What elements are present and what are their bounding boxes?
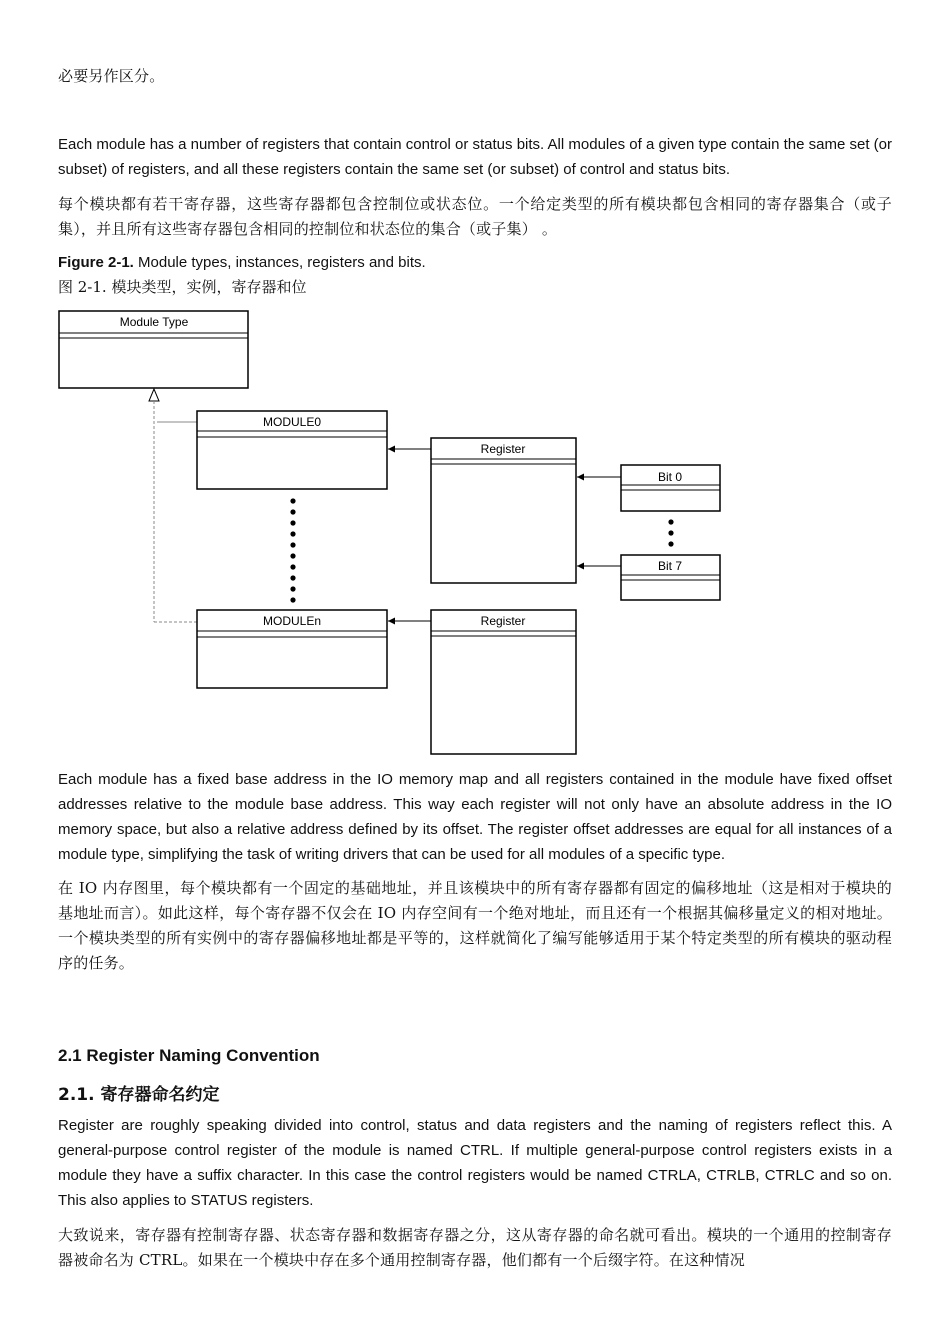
bit7-title: Bit 7 (657, 559, 683, 573)
bit-ellipsis-dots (668, 519, 673, 546)
modulen-title: MODULEn (262, 614, 322, 628)
figure-caption-en (58, 252, 426, 274)
module-diagram (0, 300, 950, 762)
bit7-box (621, 555, 720, 600)
paragraph-intro-cn: 必要另作区分。 (58, 67, 165, 85)
modulen-box (197, 610, 387, 688)
section-heading-cn: 2.1. 寄存器命名约定 (58, 1085, 220, 1105)
bit0-box (621, 465, 720, 511)
paragraph-address-en: Each module has a fixed base address in the IO memory map and all registers contained in the module have fixed offset addresses relative to the module base address. This way each register will not only have an absolute address in the IO memory space, but also a relative address defined by its offset. The register offset addresses are equal for all instances of a module type, simplifying the task of writing drivers that can be used for all modules of a specific type. (58, 771, 892, 863)
register-box-1 (431, 438, 576, 583)
inheritance-connectors (149, 389, 197, 622)
section-heading-en: 2.1 Register Naming Convention (58, 1046, 320, 1065)
paragraph-address-cn: 在 IO 内存图里，每个模块都有一个固定的基础地址，并且该模块中的所有寄存器都有固定的偏移地址（这是相对于模块的基地址而言）。如此这样，每个寄存器不仅会在 IO 内存空间有一个绝对地址，而且还有一个根据其偏移量定义的相对地址。一个模块类型的所有实例中的寄存器偏移地址都是平等的，这样就简化了编写能够适用于某个特定类型的所有模块的驱动程序的任务。 (58, 879, 892, 972)
paragraph-registers-en: Each module has a number of registers that contain control or status bits. All modules of a given type contain the same set (or subset) of registers, and all these registers contain the same set (or subset) of control and status bits. (58, 136, 892, 178)
module-type-title: Module Type (119, 315, 189, 329)
paragraph-naming-en: Register are roughly speaking divided into control, status and data registers and the naming of registers reflect this. A general-purpose control register of the module is named CTRL. If multiple general-purpose control registers exists in a module they have a suffix character. In this case the control registers would be named CTRLA, CTRLB, CTRLC and so on. This also applies to STATUS registers. (58, 1117, 892, 1209)
figure-label: Figure 2-1. (58, 254, 134, 271)
figure-caption-text: Module types, instances, registers and bits. (133, 254, 426, 271)
register-2-title: Register (480, 614, 526, 628)
register-1-title: Register (480, 442, 526, 456)
inheritance-arrowhead (149, 389, 159, 401)
module0-box (197, 411, 387, 489)
paragraph-registers-cn: 每个模块都有若干寄存器，这些寄存器都包含控制位或状态位。一个给定类型的所有模块都包含相同的寄存器集合（或子集），并且所有这些寄存器包含相同的控制位和状态位的集合（或子集） 。 (58, 195, 892, 238)
figure-caption-cn: 图 2-1. 模块类型，实例，寄存器和位 (58, 278, 307, 296)
module0-title: MODULE0 (262, 415, 322, 429)
bit0-title: Bit 0 (657, 470, 683, 484)
paragraph-naming-cn: 大致说来，寄存器有控制寄存器、状态寄存器和数据寄存器之分，这从寄存器的命名就可看出。模块的一个通用的控制寄存器被命名为 CTRL。如果在一个模块中存在多个通用控制寄存器，他们都有一个后缀字符。在这种情况 (58, 1226, 892, 1269)
register-box-2 (431, 610, 576, 754)
module-type-box (59, 311, 248, 388)
module-ellipsis-dots (290, 498, 295, 602)
